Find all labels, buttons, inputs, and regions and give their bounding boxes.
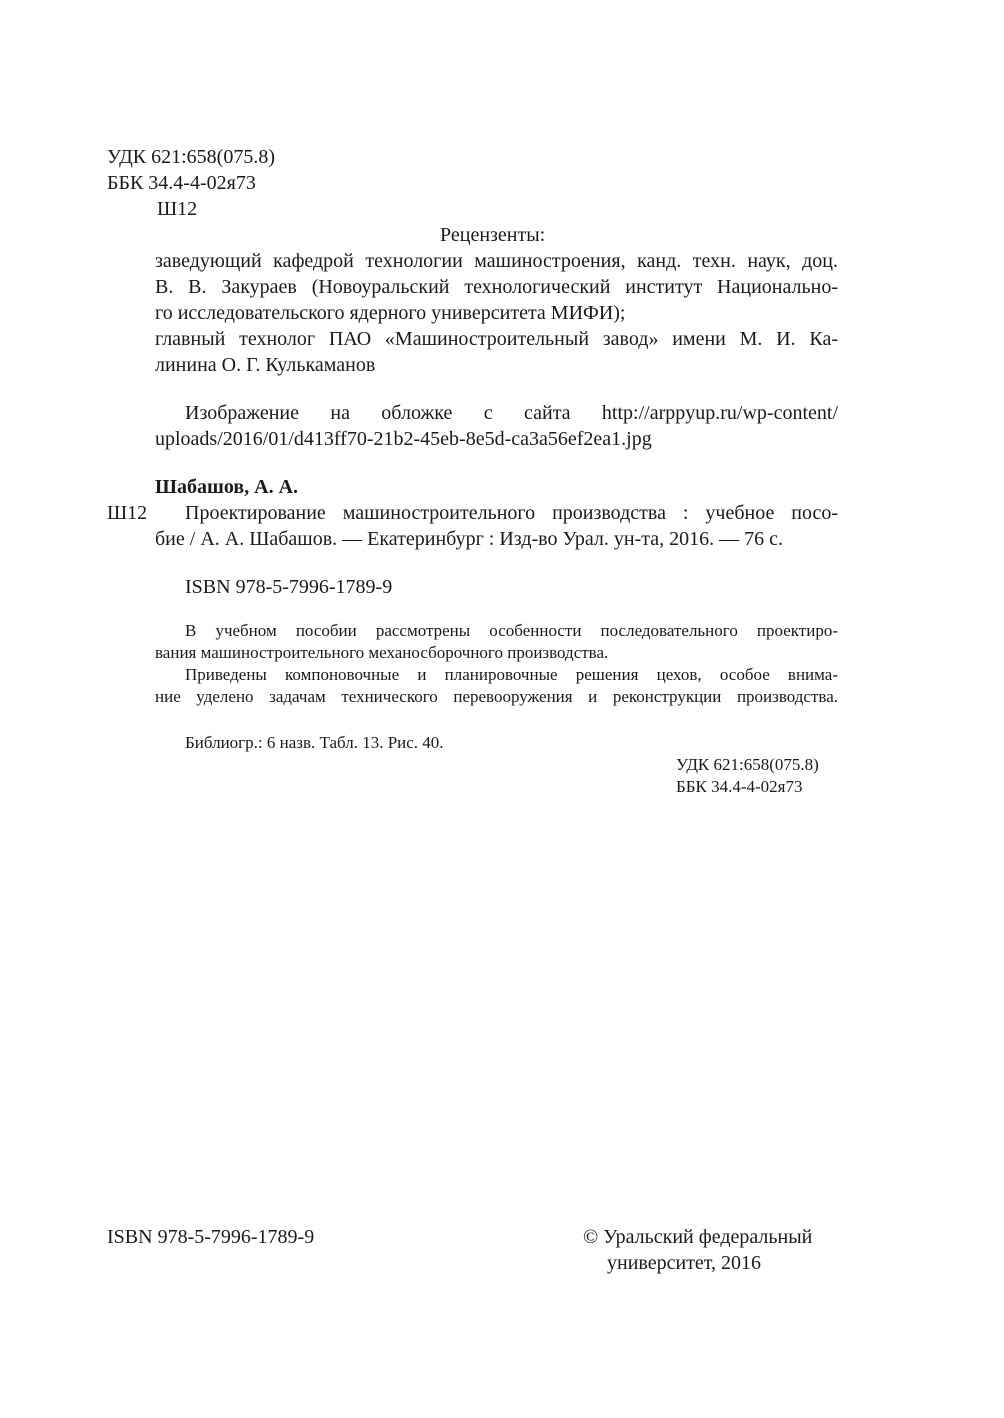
author-mark: Ш12: [157, 198, 198, 220]
reviewer-line: линина О. Г. Кулькаманов: [155, 354, 376, 376]
bibliography-note: Библиогр.: 6 назв. Табл. 13. Рис. 40.: [185, 733, 444, 752]
cover-note-line: Изображение на обложке с сайта http://arppyup.ru/wp-content/: [185, 402, 838, 424]
copyright-line: © Уральский федеральный: [583, 1226, 813, 1248]
reviewer-line: заведующий кафедрой технологии машиностроения, канд. техн. наук, доц.: [155, 250, 838, 272]
abstract-line: ние уделено задачам технического перевооружения и реконструкции производства.: [155, 687, 838, 706]
reviewers-title: Рецензенты:: [440, 224, 546, 246]
catalog-mark: Ш12: [107, 502, 148, 524]
abstract-udk: УДК 621:658(075.8): [676, 755, 819, 774]
catalog-isbn: ISBN 978-5-7996-1789-9: [185, 576, 393, 598]
abstract-line: вания машиностроительного механосборочного производства.: [155, 643, 609, 662]
catalog-author: Шабашов, А. А.: [155, 476, 299, 498]
catalog-title-line: бие / А. А. Шабашов. — Екатеринбург : Изд-во Урал. ун-та, 2016. — 76 с.: [155, 528, 783, 550]
abstract-bbk: ББК 34.4-4-02я73: [676, 777, 803, 796]
reviewer-line: главный технолог ПАО «Машиностроительный завод» имени М. И. Ка-: [155, 328, 838, 350]
reviewer-line: В. В. Закураев (Новоуральский технологический институт Национально-: [155, 276, 838, 298]
footer-isbn: ISBN 978-5-7996-1789-9: [107, 1226, 315, 1248]
copyright-line: университет, 2016: [607, 1252, 762, 1274]
reviewer-line: го исследовательского ядерного университета МИФИ);: [155, 302, 626, 324]
abstract-line: В учебном пособии рассмотрены особенности последовательного проектиро-: [185, 621, 838, 640]
bbk-code: ББК 34.4-4-02я73: [107, 172, 256, 194]
udk-code: УДК 621:658(075.8): [107, 146, 275, 168]
catalog-title-line: Проектирование машиностроительного производства : учебное посо-: [185, 502, 838, 524]
abstract-line: Приведены компоновочные и планировочные решения цехов, особое внима-: [185, 665, 838, 684]
cover-note-line: uploads/2016/01/d413ff70-21b2-45eb-8e5d-ca3a56ef2ea1.jpg: [155, 428, 652, 450]
